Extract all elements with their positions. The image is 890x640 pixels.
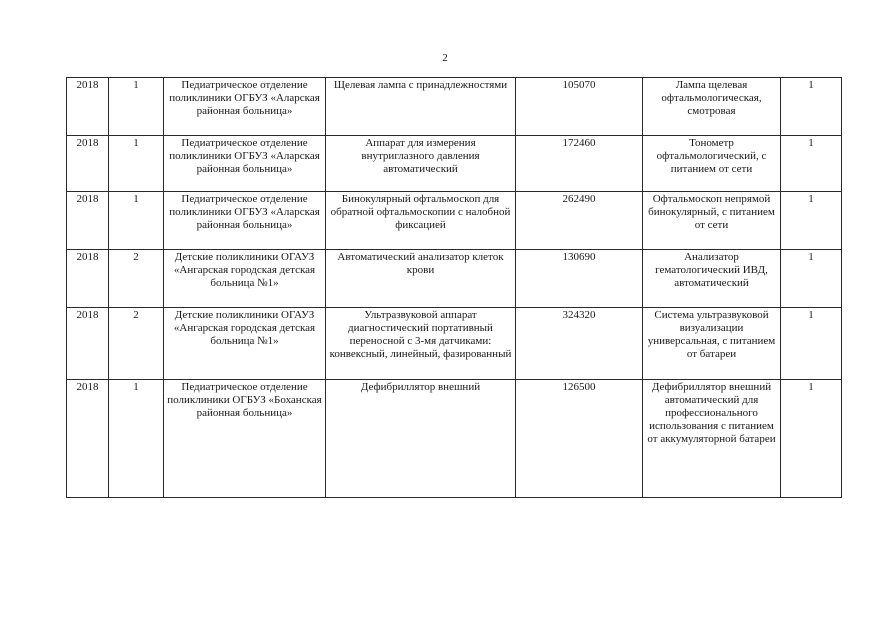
department-cell: Педиатрическое отделение поликлиники ОГБУЗ «Аларская районная больница» [164,78,326,136]
count-cell: 1 [781,308,842,380]
equipment-name-cell: Дефибриллятор внешний [326,380,516,498]
count-cell: 1 [781,250,842,308]
table-row [67,250,842,308]
year-cell: 2018 [67,308,109,380]
page-number: 2 [442,52,448,64]
count-cell: 1 [781,78,842,136]
equipment-name-cell: Аппарат для измерения внутриглазного давления автоматический [326,136,516,192]
quantity-cell: 1 [109,136,164,192]
equipment-type-cell: Система ультразвуковой визуализации универсальная, с питанием от батареи [643,308,781,380]
equipment-name-cell: Автоматический анализатор клеток крови [326,250,516,308]
equipment-type-cell: Анализатор гематологический ИВД, автоматический [643,250,781,308]
quantity-cell: 1 [109,78,164,136]
year-cell: 2018 [67,136,109,192]
equipment-type-cell: Дефибриллятор внешний автоматический для профессионального использования с питанием от аккумуляторной батареи [643,380,781,498]
quantity-cell: 2 [109,308,164,380]
equipment-type-cell: Офтальмоскоп непрямой бинокулярный, с питанием от сети [643,192,781,250]
table-row [67,136,842,192]
year-cell: 2018 [67,250,109,308]
year-cell: 2018 [67,192,109,250]
equipment-name-cell: Ультразвуковой аппарат диагностический портативный переносной с 3-мя датчиками: конвексный, линейный, фазированный [326,308,516,380]
equipment-table [66,77,842,498]
code-cell: 126500 [516,380,643,498]
code-cell: 105070 [516,78,643,136]
equipment-type-cell: Тонометр офтальмологический, с питанием от сети [643,136,781,192]
department-cell: Детские поликлиники ОГАУЗ «Ангарская городская детская больница №1» [164,250,326,308]
count-cell: 1 [781,380,842,498]
department-cell: Детские поликлиники ОГАУЗ «Ангарская городская детская больница №1» [164,308,326,380]
code-cell: 262490 [516,192,643,250]
count-cell: 1 [781,136,842,192]
code-cell: 130690 [516,250,643,308]
code-cell: 172460 [516,136,643,192]
equipment-type-cell: Лампа щелевая офтальмологическая, смотровая [643,78,781,136]
equipment-name-cell: Щелевая лампа с принадлежностями [326,78,516,136]
code-cell: 324320 [516,308,643,380]
table-row [67,308,842,380]
equipment-name-cell: Бинокулярный офтальмоскоп для обратной офтальмоскопии с налобной фиксацией [326,192,516,250]
year-cell: 2018 [67,380,109,498]
department-cell: Педиатрическое отделение поликлиники ОГБУЗ «Аларская районная больница» [164,192,326,250]
table-row [67,78,842,136]
quantity-cell: 1 [109,192,164,250]
table-row [67,380,842,498]
year-cell: 2018 [67,78,109,136]
quantity-cell: 1 [109,380,164,498]
department-cell: Педиатрическое отделение поликлиники ОГБУЗ «Боханская районная больница» [164,380,326,498]
table-row [67,192,842,250]
quantity-cell: 2 [109,250,164,308]
count-cell: 1 [781,192,842,250]
department-cell: Педиатрическое отделение поликлиники ОГБУЗ «Аларская районная больница» [164,136,326,192]
